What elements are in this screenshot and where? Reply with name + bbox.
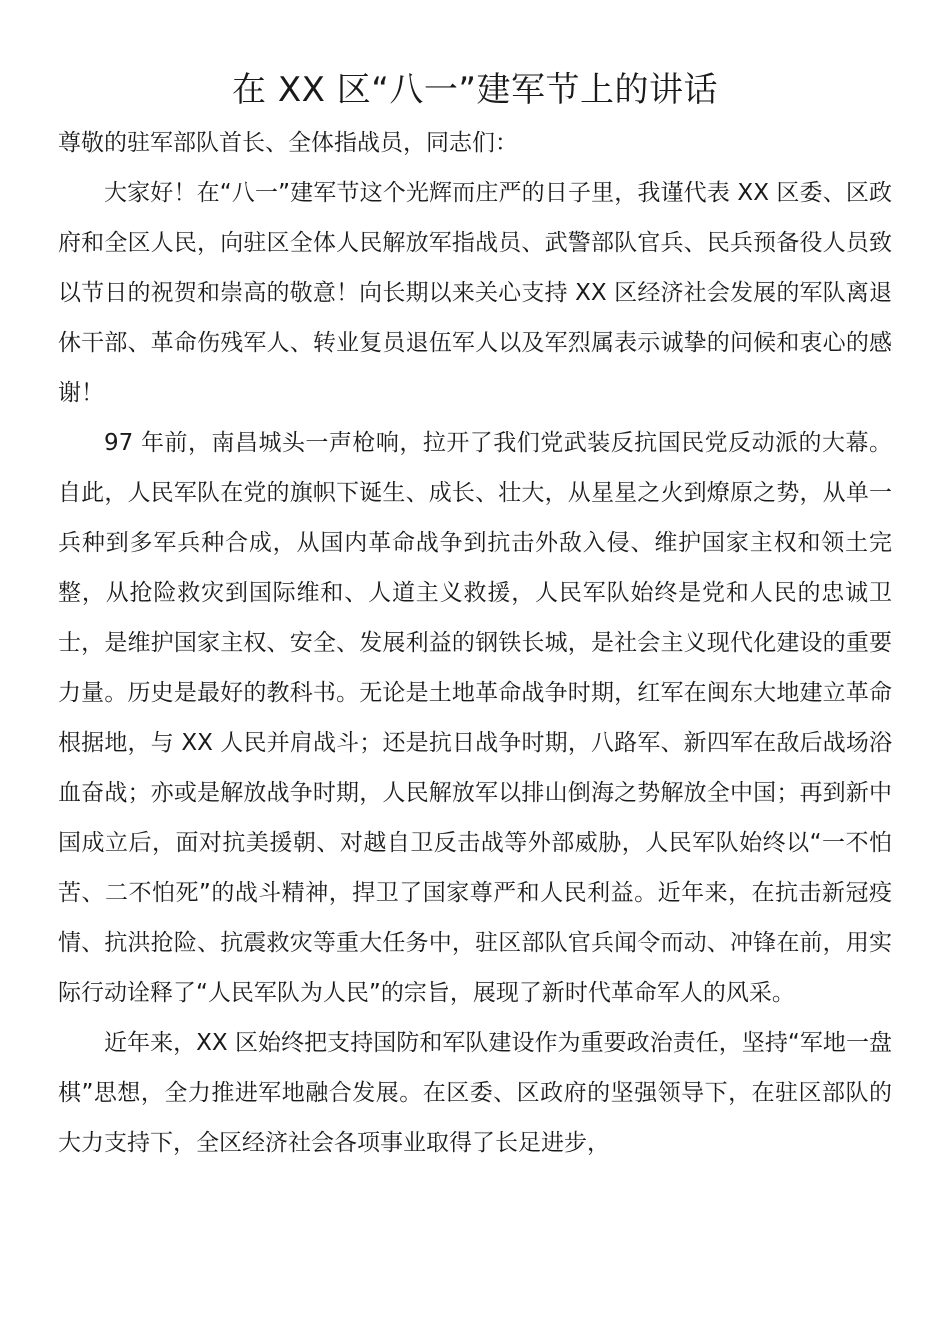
paragraph-history: 97 年前，南昌城头一声枪响，拉开了我们党武装反抗国民党反动派的大幕。自此，人民军队在党的旗帜下诞生、成长、壮大，从星星之火到燎原之势，从单一兵种到多军兵种合成，从国内革命战争到抗击外敌入侵、维护国家主权和领土完整，从抢险救灾到国际维和、人道主义救援，人民军队始终是党和人民的忠诚卫士，是维护国家主权、安全、发展利益的钢铁长城，是社会主义现代化建设的重要力量。历史是最好的教科书。无论是土地革命战争时期，红军在闽东大地建立革命根据地，与 XX 人民并肩战斗；还是抗日战争时期，八路军、新四军在敌后战场浴血奋战；亦或是解放战争时期，人民解放军以排山倒海之势解放全中国；再到新中国成立后，面对抗美援朝、对越自卫反击战等外部威胁，人民军队始终以“一不怕苦、二不怕死”的战斗精神，捍卫了国家尊严和人民利益。近年来，在抗击新冠疫情、抗洪抢险、抗震救灾等重大任务中，驻区部队官兵闻令而动、冲锋在前，用实际行动诠释了“人民军队为人民”的宗旨，展现了新时代革命军人的风采。	[58, 430, 892, 1006]
salutation: 尊敬的驻军部队首长、全体指战员，同志们：	[58, 130, 518, 156]
document-title: 在 XX 区“八一”建军节上的讲话	[232, 70, 718, 110]
paragraph-recent-years: 近年来，XX 区始终把支持国防和军队建设作为重要政治责任，坚持“军地一盘棋”思想，全力推进军地融合发展。在区委、区政府的坚强领导下，在驻区部队的大力支持下，全区经济社会各项事业取得了长足进步，	[58, 1030, 892, 1156]
paragraph-greeting: 大家好！在“八一”建军节这个光辉而庄严的日子里，我谨代表 XX 区委、区政府和全区人民，向驻区全体人民解放军指战员、武警部队官兵、民兵预备役人员致以节日的祝贺和崇高的敬意！向长期以来关心支持 XX 区经济社会发展的军队离退休干部、革命伤残军人、转业复员退伍军人以及军烈属表示诚挚的问候和衷心的感谢！	[58, 180, 892, 406]
document-page	[58, 62, 892, 1168]
